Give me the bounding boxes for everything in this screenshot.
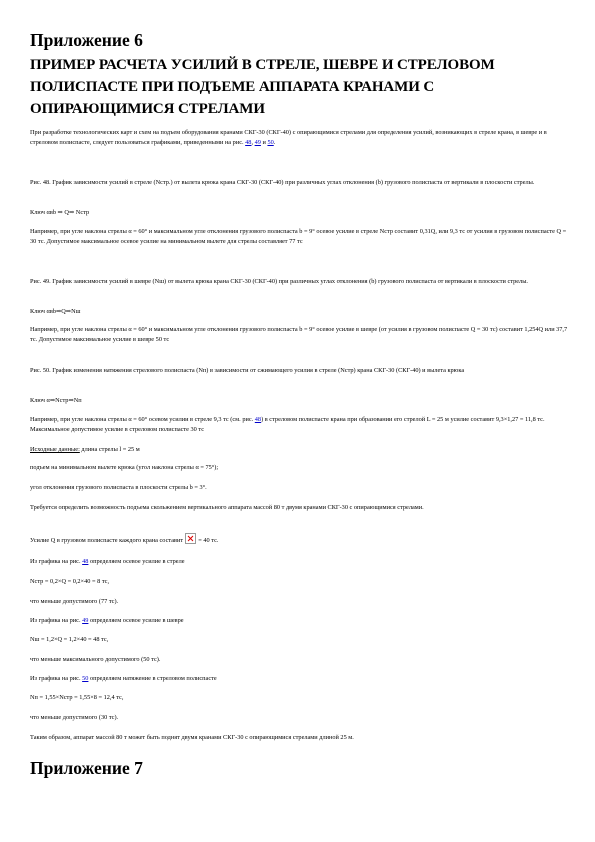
fig-50-key: Ключ α⇒Nстр⇒Nп xyxy=(30,397,82,404)
link-fig-50[interactable]: 50 xyxy=(267,139,274,147)
fig-48-key: Ключ αвb ⇒ Q⇒ Nстр xyxy=(30,209,90,216)
fig-48-caption: Рис. 48. График зависимости усилий в стреле (Nстр.) от вылета крюка крана СКГ-30 (СКГ-40) при различных углах отклонения (b) грузового полиспаста от вертикали в плоскости стрелы. xyxy=(30,179,535,186)
calc-graph-48: Из графика на рис. 48 определяем осевое усилие в стреле xyxy=(30,558,185,565)
source-data-line: Исходные данные: длина стрелы l = 25 м xyxy=(30,446,140,453)
appendix-7-title: Приложение 7 xyxy=(30,758,143,778)
calc-less-2: что меньше максимального допустимого (50 тс). xyxy=(30,656,161,663)
calc-q: Усилие Q в грузовом полиспасте каждого крана составит = 40 тс. xyxy=(30,533,570,546)
fig-50-example: Например, при угле наклона стрелы α = 60° осевом усилии в стреле 9,3 тс (см. рис. 48) в стреловом полиспасте крана при образовании его стрелой L = 25 м усилие составит 9,3×1,27 = 11,8 тс. Максимальное допустимое усилие в стреловом полиспасте 30 тс xyxy=(30,416,545,434)
calc-graph-49: Из графика на рис. 49 определяем осевое усилие в шевре xyxy=(30,617,184,624)
link-fig-48[interactable]: 48 xyxy=(245,139,252,147)
source-data-label: Исходные данные: xyxy=(30,446,80,453)
broken-image-icon xyxy=(185,533,196,544)
fig-49-example: Например, при угле наклона стрелы α = 60° и максимальном угле отклонения грузового полиспаста b = 9° осевое усилие в шевре (от усилия в грузовом полиспасте Q = 30 тс) составит 1,254Q или 37,7 тс. Допустимое максимальное усилие в шевре 50 тс xyxy=(30,326,568,344)
calc-graph-50: Из графика на рис. 50 определяем натяжение в стреловом полиспасте xyxy=(30,675,217,682)
calc-nsh: Nш = 1,2×Q = 1,2×40 = 48 тс, xyxy=(30,636,109,643)
link-fig-49[interactable]: 49 xyxy=(254,139,261,147)
link-fig-50[interactable]: 50 xyxy=(82,675,89,682)
link-fig-48[interactable]: 48 xyxy=(82,558,89,565)
fig-48-example: Например, при угле наклона стрелы α = 60° и максимальном угле отклонения грузового полиспаста b = 9° осевое усилие в стреле Nстр составит 0,31Q, или 9,3 тс от усилия в грузовом полиспасте Q = 30 тс. Допустимое максимальное осевое усилие на минимальном вылете для стрелы составляет 77 тс xyxy=(30,228,567,246)
fig-49-caption: Рис. 49. График зависимости усилий в шевре (Nш) от вылета крюка крана СКГ-30 (СКГ-40) при различных углах отклонения (b) грузового полиспаста от вертикали в плоскости стрелы. xyxy=(30,278,529,285)
source-data-line-2: подъем на минимальном вылете крюка (угол наклона стрелы α = 75°); xyxy=(30,464,219,471)
calc-nstr: Nстр = 0,2×Q = 0,2×40 = 8 тс, xyxy=(30,578,110,585)
task-paragraph: Требуется определить возможность подъема скольжением вертикального аппарата массой 80 т двумя кранами СКГ-30 с опирающимися стрелами. xyxy=(30,504,424,511)
main-heading: ПРИМЕР РАСЧЕТА УСИЛИЙ В СТРЕЛЕ, ШЕВРЕ И СТРЕЛОВОМ ПОЛИСПАСТЕ ПРИ ПОДЪЕМЕ АППАРАТА КРАНАМИ С ОПИРАЮЩИМИСЯ СТРЕЛАМИ xyxy=(30,57,495,117)
fig-49-key: Ключ αвb⇒Q⇒Nш xyxy=(30,308,81,315)
conclusion: Таким образом, аппарат массой 80 т может быть поднят двумя кранами СКГ-30 с опирающимися стрелами длиной 25 м. xyxy=(30,734,354,741)
source-data-line-3: угол отклонения грузового полиспаста в плоскости стрелы b = 3°. xyxy=(30,484,207,491)
calc-np: Nп = 1,55×Nстр = 1,55×8 = 12,4 тс, xyxy=(30,694,124,701)
appendix-6-title: Приложение 6 xyxy=(30,30,143,50)
intro-paragraph: При разработке технологических карт и схем на подъем оборудования кранами СКГ-30 (СКГ-40) с опирающимися стрелами для определения усилий, возникающих в стреле крана, в шевре и в стреловом полиспасте, следует пользоваться графиками, приведенными на рис. 48, 49 и 50. xyxy=(30,129,547,147)
calc-less-3: что меньше допустимого (30 тс). xyxy=(30,714,119,721)
link-fig-49[interactable]: 49 xyxy=(82,617,89,624)
calc-less-1: что меньше допустимого (77 тс). xyxy=(30,598,119,605)
fig-50-caption: Рис. 50. График изменения натяжения стрелового полиспаста (Nп) в зависимости от сжимающего усилия в стреле (Nстр) крана СКГ-30 (СКГ-40) и вылета крюка xyxy=(30,367,465,374)
link-fig-48[interactable]: 48 xyxy=(254,416,262,423)
